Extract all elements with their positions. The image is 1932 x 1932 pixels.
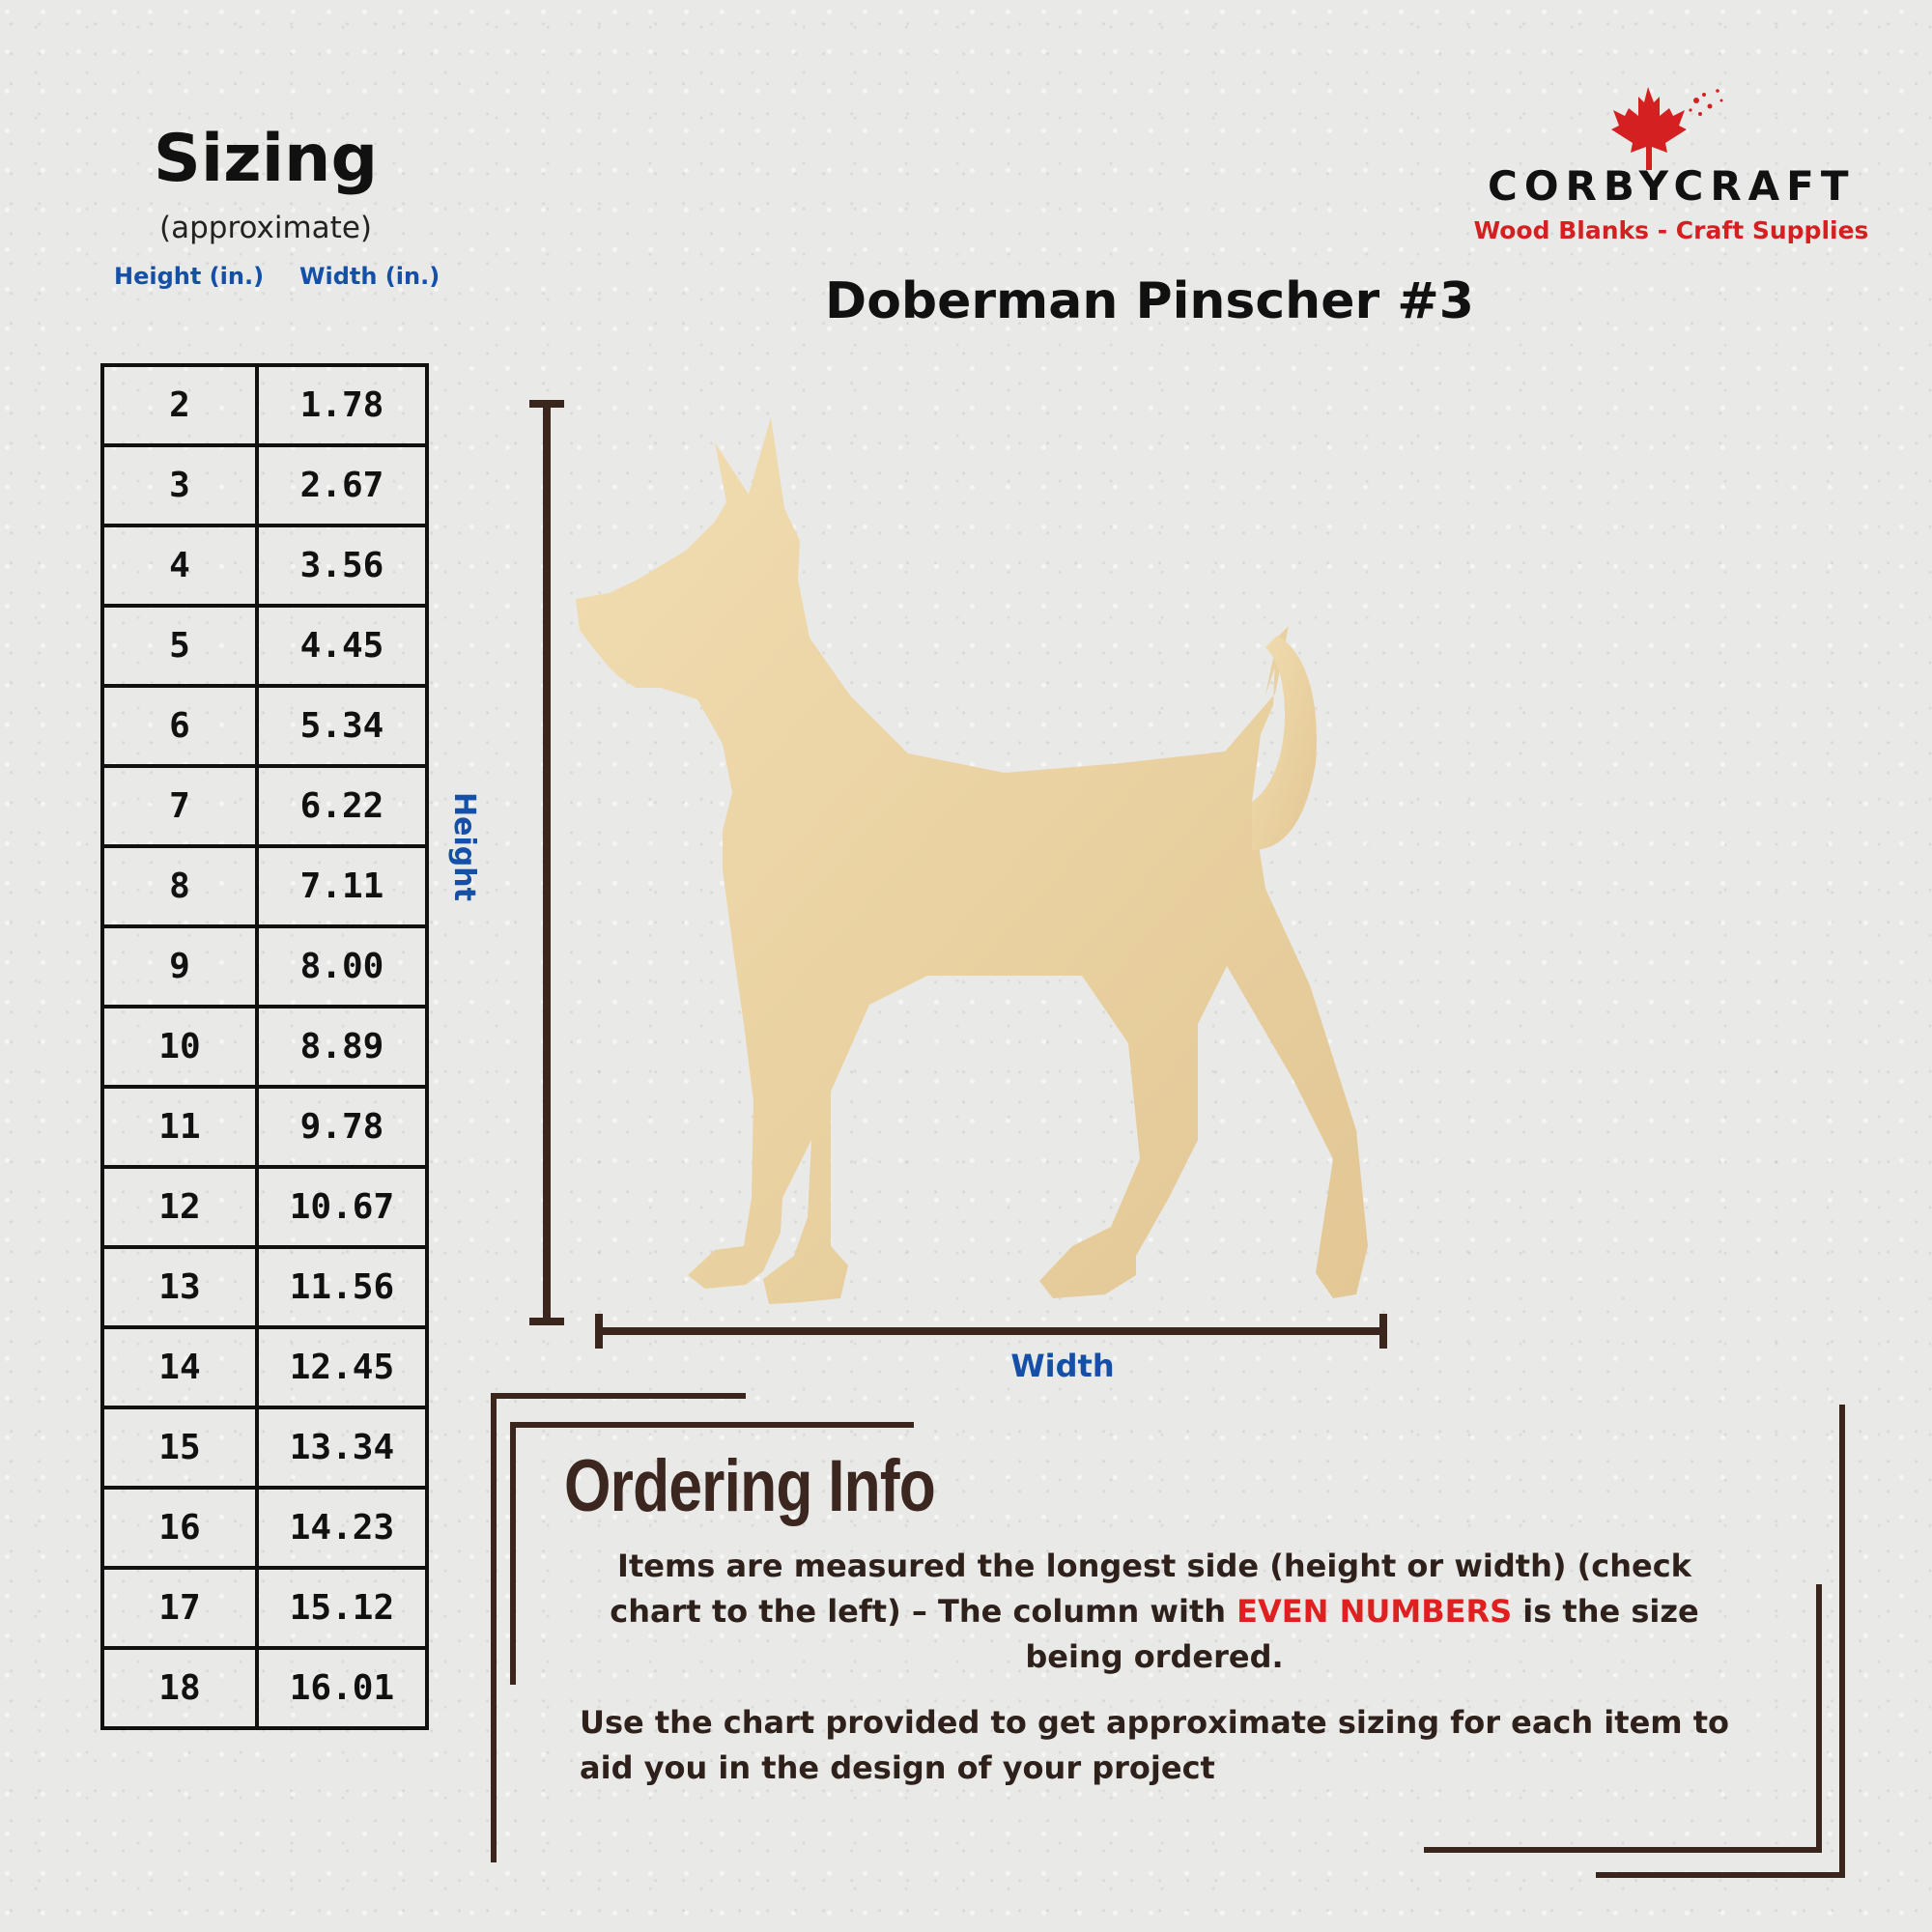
ordering-info-paragraph-2: Use the chart provided to get approximate sizing for each item to aid you in the design of your project xyxy=(580,1704,1730,1786)
table-row xyxy=(102,445,427,526)
height-column-header: Height (in.) xyxy=(114,263,265,290)
width-cell: 5.34 xyxy=(257,686,427,766)
ordering-info-paragraph-1 xyxy=(570,1544,1739,1680)
width-cell: 3.56 xyxy=(257,526,427,606)
frame-right-line-2 xyxy=(1816,1584,1822,1853)
table-row xyxy=(102,766,427,846)
width-cell: 4.45 xyxy=(257,606,427,686)
table-row xyxy=(102,1247,427,1327)
height-cell: 17 xyxy=(102,1568,257,1648)
height-cell: 18 xyxy=(102,1648,257,1728)
width-cell: 7.11 xyxy=(257,846,427,926)
height-cell: 13 xyxy=(102,1247,257,1327)
width-cell: 12.45 xyxy=(257,1327,427,1407)
table-row xyxy=(102,365,427,445)
width-measure-right-cap xyxy=(1379,1314,1387,1349)
ordering-p1-text-end: is the size being ordered. xyxy=(1025,1593,1699,1675)
ordering-info-title: Ordering Info xyxy=(564,1445,936,1527)
width-cell: 13.34 xyxy=(257,1407,427,1488)
frame-top-line-1 xyxy=(491,1393,746,1399)
sizing-table xyxy=(100,363,429,1730)
height-measure-line xyxy=(543,404,551,1321)
height-cell: 15 xyxy=(102,1407,257,1488)
frame-bottom-line-2 xyxy=(1424,1847,1822,1853)
frame-left-line-1 xyxy=(491,1393,497,1862)
height-measure-bottom-cap xyxy=(529,1318,564,1325)
frame-top-line-2 xyxy=(510,1422,914,1428)
height-cell: 11 xyxy=(102,1087,257,1167)
height-cell: 2 xyxy=(102,365,257,445)
table-row xyxy=(102,526,427,606)
table-row xyxy=(102,1488,427,1568)
table-row xyxy=(102,1648,427,1728)
width-measure-left-cap xyxy=(595,1314,603,1349)
table-row xyxy=(102,1087,427,1167)
table-row xyxy=(102,686,427,766)
width-cell: 11.56 xyxy=(257,1247,427,1327)
width-cell: 6.22 xyxy=(257,766,427,846)
height-cell: 8 xyxy=(102,846,257,926)
table-row xyxy=(102,1167,427,1247)
doberman-silhouette-icon xyxy=(560,406,1391,1304)
height-label: Height xyxy=(447,792,481,901)
table-row xyxy=(102,1407,427,1488)
width-cell: 9.78 xyxy=(257,1087,427,1167)
sizing-subtitle: (approximate) xyxy=(159,211,372,245)
table-row xyxy=(102,1568,427,1648)
width-cell: 14.23 xyxy=(257,1488,427,1568)
sizing-table-body xyxy=(102,365,427,1728)
ordering-p1-text: Items are measured the longest side (height or width) (check chart to the left) – The column with xyxy=(610,1548,1691,1630)
width-column-header: Width (in.) xyxy=(299,263,440,290)
width-cell: 8.89 xyxy=(257,1007,427,1087)
height-cell: 9 xyxy=(102,926,257,1007)
table-row xyxy=(102,1327,427,1407)
brand-name: CORBYCRAFT xyxy=(1488,162,1856,210)
maple-leaf-icon xyxy=(1604,81,1729,174)
height-measure-top-cap xyxy=(529,400,564,408)
width-cell: 15.12 xyxy=(257,1568,427,1648)
height-cell: 5 xyxy=(102,606,257,686)
width-cell: 10.67 xyxy=(257,1167,427,1247)
height-cell: 3 xyxy=(102,445,257,526)
height-cell: 10 xyxy=(102,1007,257,1087)
sizing-title: Sizing xyxy=(153,121,379,197)
brand-tagline: Wood Blanks - Craft Supplies xyxy=(1473,216,1869,244)
height-cell: 16 xyxy=(102,1488,257,1568)
table-row xyxy=(102,1007,427,1087)
width-cell: 16.01 xyxy=(257,1648,427,1728)
width-label: Width xyxy=(1010,1348,1115,1384)
width-cell: 2.67 xyxy=(257,445,427,526)
table-row xyxy=(102,846,427,926)
height-cell: 14 xyxy=(102,1327,257,1407)
table-row xyxy=(102,926,427,1007)
height-cell: 12 xyxy=(102,1167,257,1247)
width-measure-line xyxy=(599,1327,1383,1335)
width-cell: 1.78 xyxy=(257,365,427,445)
frame-bottom-line-1 xyxy=(1596,1872,1845,1878)
even-numbers-highlight: EVEN NUMBERS xyxy=(1236,1593,1513,1630)
height-cell: 4 xyxy=(102,526,257,606)
width-cell: 8.00 xyxy=(257,926,427,1007)
height-cell: 6 xyxy=(102,686,257,766)
frame-left-line-2 xyxy=(510,1422,516,1685)
table-row xyxy=(102,606,427,686)
frame-right-line-1 xyxy=(1839,1405,1845,1878)
height-cell: 7 xyxy=(102,766,257,846)
product-title: Doberman Pinscher #3 xyxy=(825,272,1474,330)
